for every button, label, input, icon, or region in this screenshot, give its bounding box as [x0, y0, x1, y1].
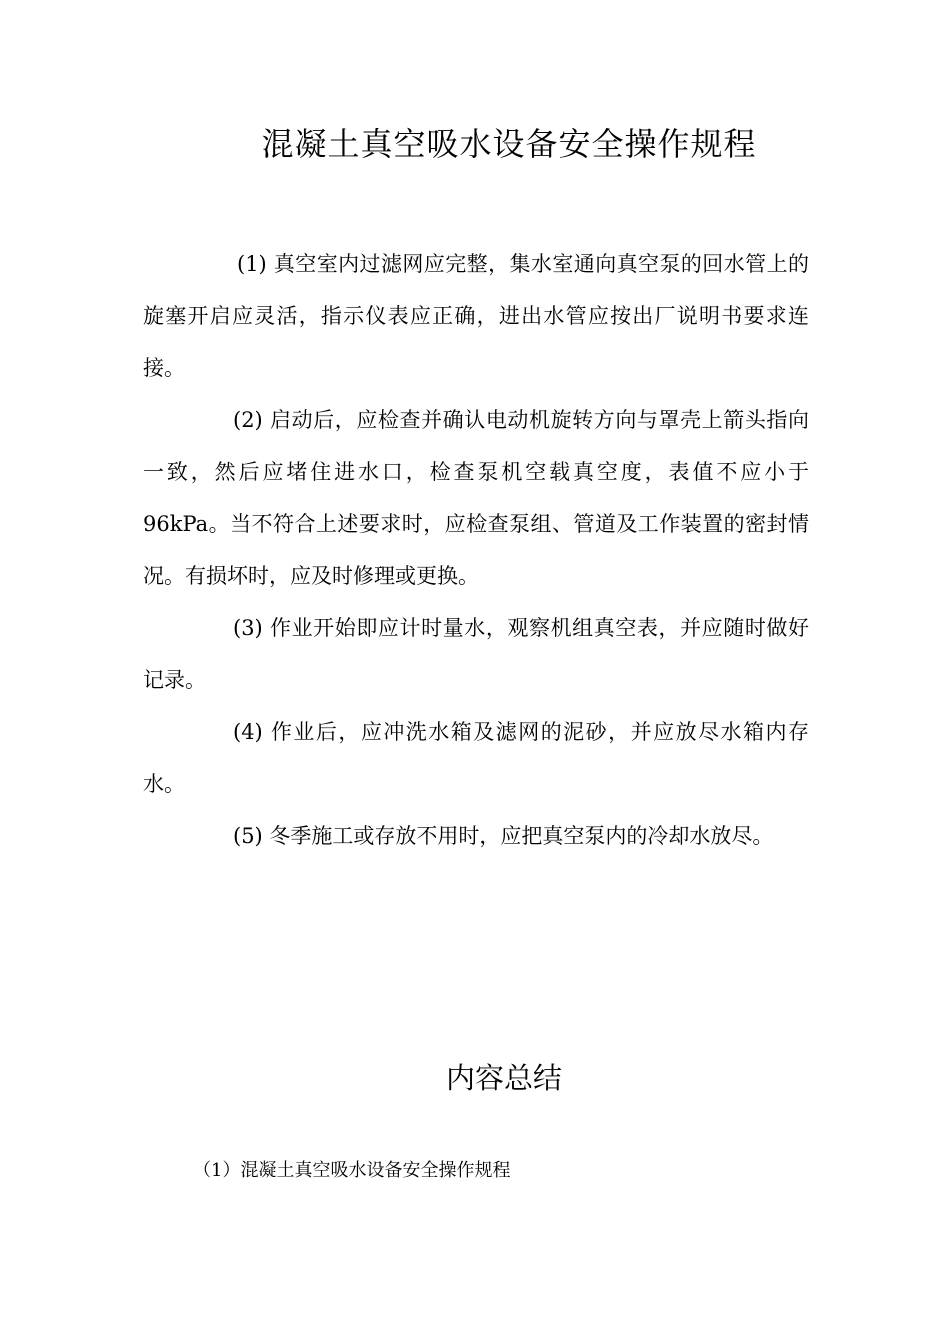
document-title: 混凝土真空吸水设备安全操作规程	[261, 125, 757, 163]
paragraph-3: (3) 作业开始即应计时量水，观察机组真空表，并应随时做好记录。	[143, 616, 809, 692]
document-body	[143, 238, 809, 862]
paragraph-4: (4) 作业后，应冲洗水箱及滤网的泥砂，并应放尽水箱内存水。	[143, 720, 809, 796]
paragraph-2: (2) 启动后，应检查并确认电动机旋转方向与罩壳上箭头指向一致，然后应堵住进水口，检查泵机空载真空度，表值不应小于96kPa。当不符合上述要求时，应检查泵组、管道及工作装置的密封情况。有损坏时，应及时修理或更换。	[143, 408, 809, 588]
summary-title: 内容总结	[445, 1061, 562, 1095]
summary-item: （1）混凝土真空吸水设备安全操作规程	[193, 1160, 511, 1181]
paragraph-5: (5) 冬季施工或存放不用时，应把真空泵内的冷却水放尽。	[233, 824, 774, 848]
paragraph-1: (1) 真空室内过滤网应完整，集水室通向真空泵的回水管上的旋塞开启应灵活，指示仪表应正确，进出水管应按出厂说明书要求连接。	[143, 252, 809, 380]
